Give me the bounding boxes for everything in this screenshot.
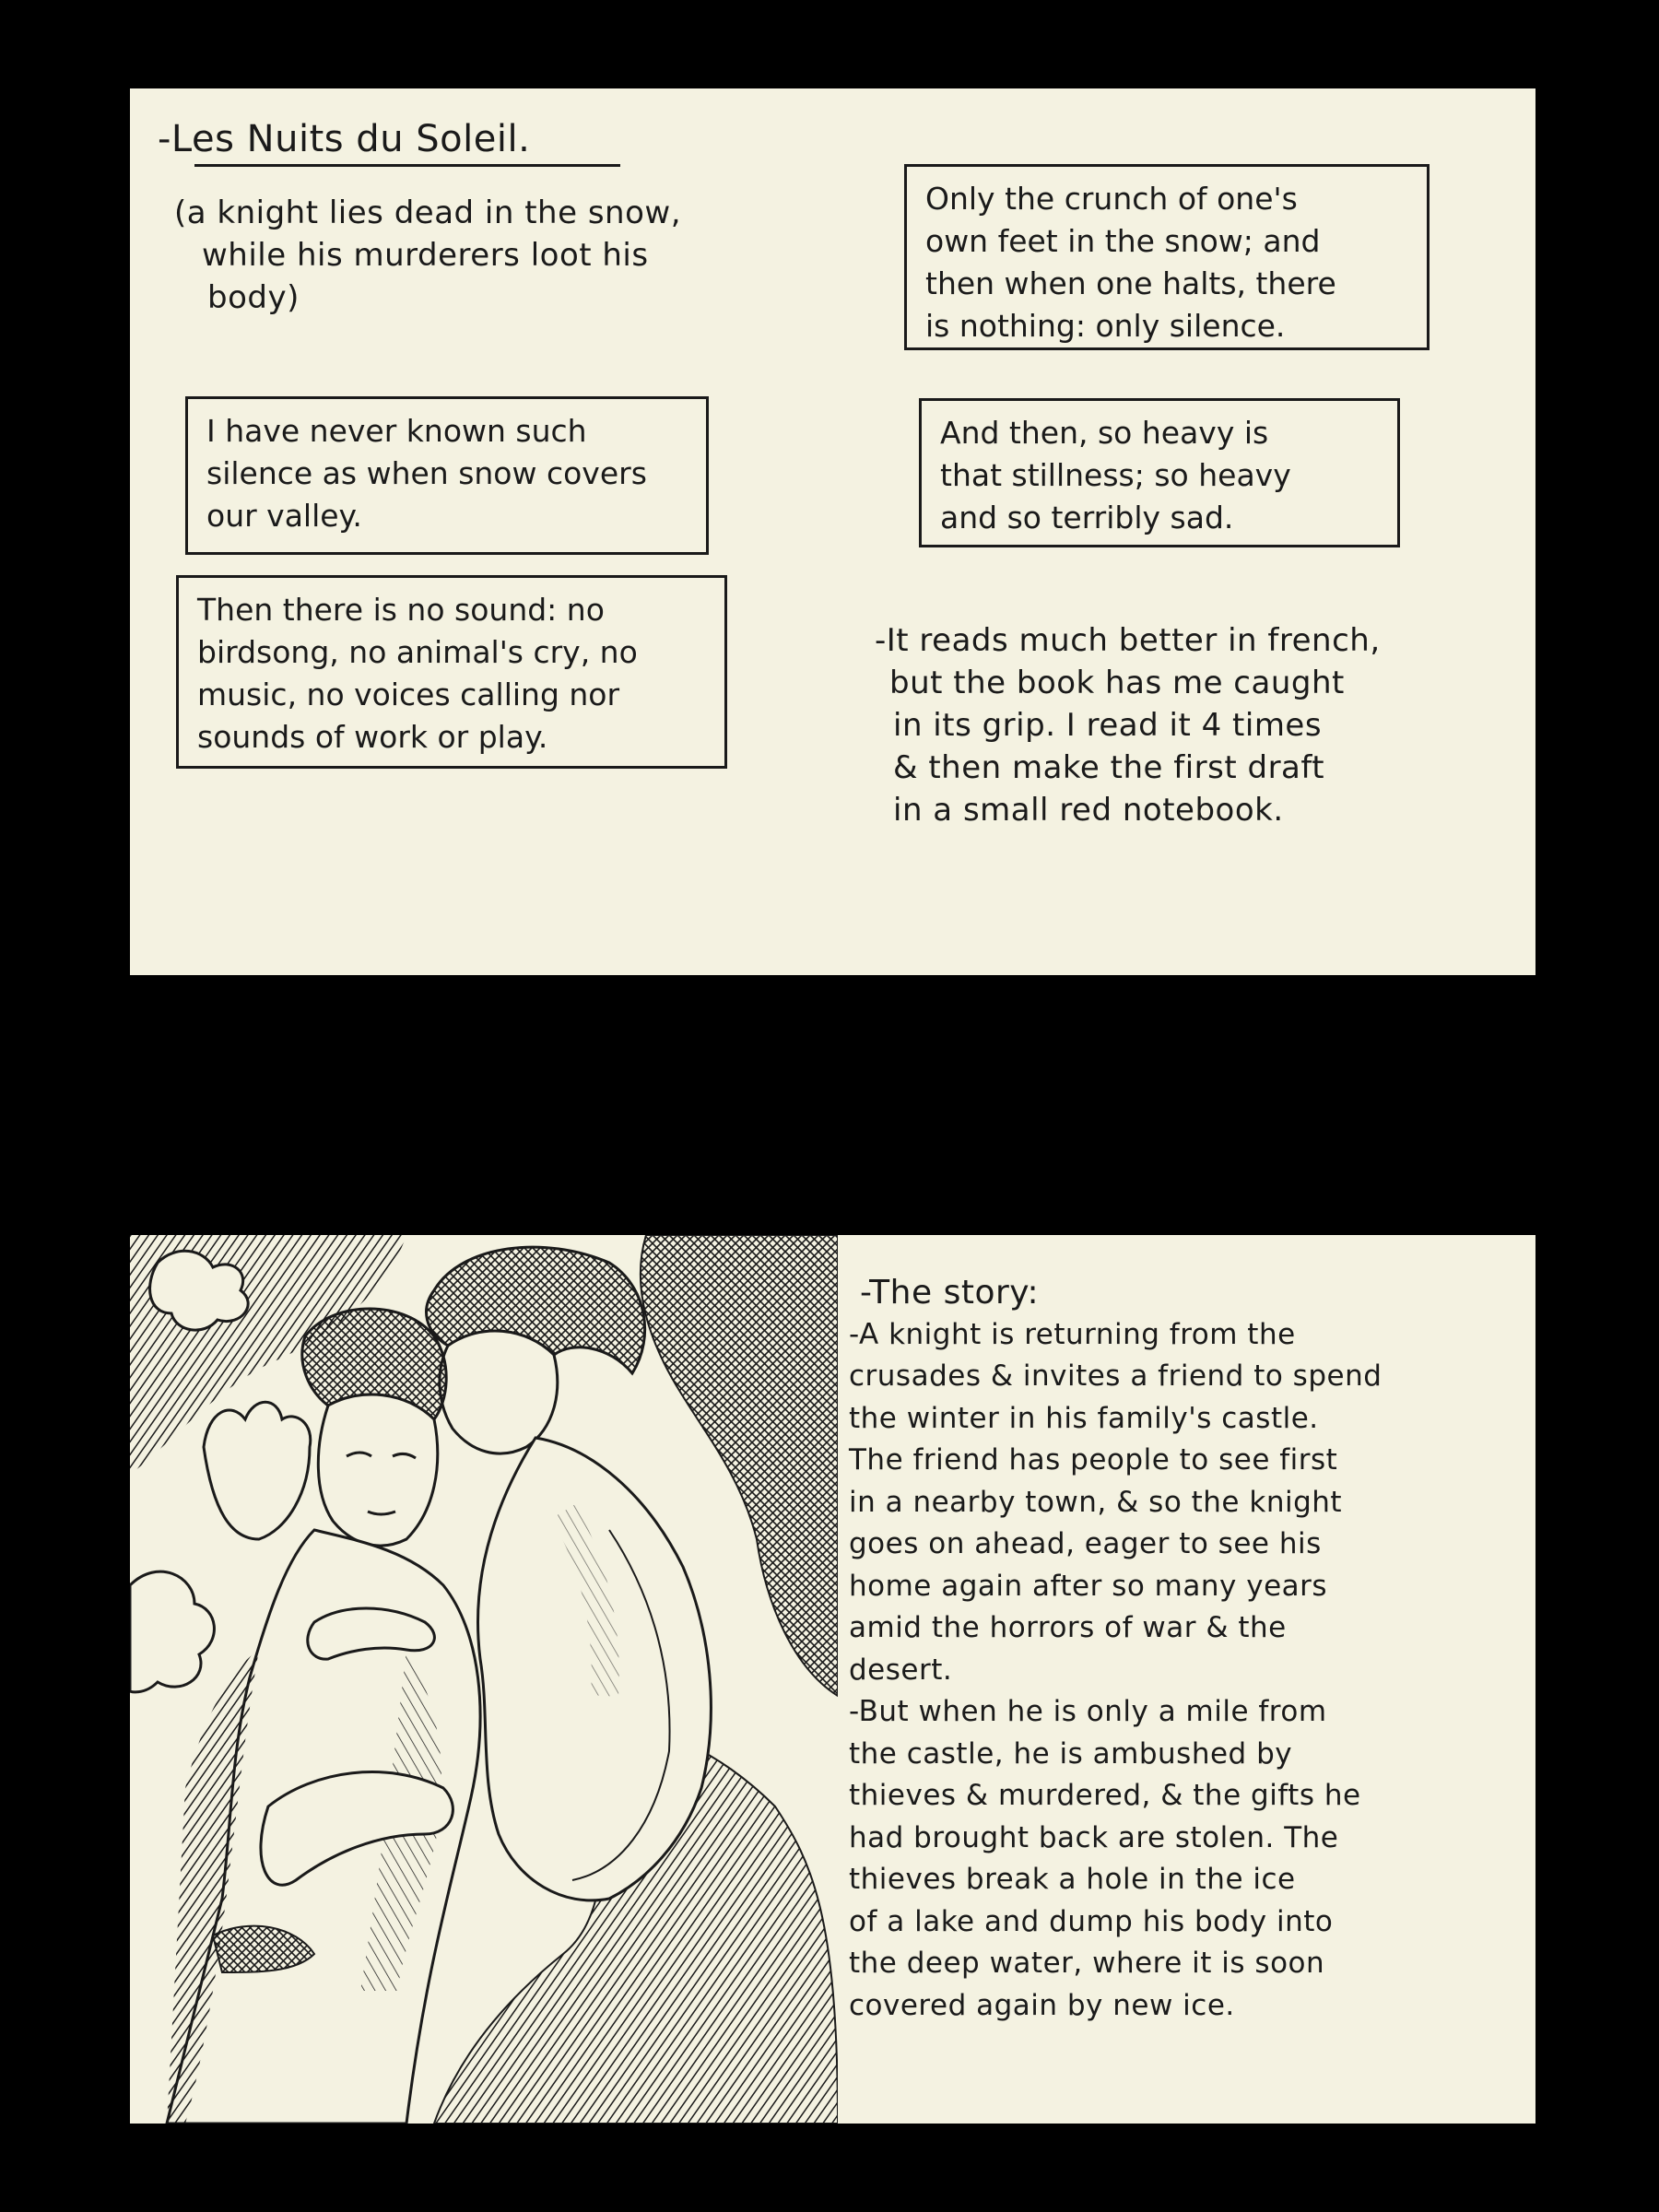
quote-box-3 — [904, 164, 1430, 350]
story-line: of a lake and dump his body into — [849, 1904, 1334, 1938]
subtitle-line: while his murderers loot his — [202, 237, 649, 274]
story-text — [849, 1272, 1522, 2027]
story-line: had brought back are stolen. The — [849, 1820, 1339, 1854]
subtitle-line: (a knight lies dead in the snow, — [174, 194, 682, 231]
reading-note — [875, 619, 1381, 831]
quote-line: own feet in the snow; and — [925, 223, 1321, 259]
story-line: thieves break a hole in the ice — [849, 1863, 1296, 1896]
note-line: & then make the first draft — [893, 749, 1325, 786]
quote-line: and so terribly sad. — [940, 500, 1234, 535]
subtitle-line: body) — [207, 279, 300, 316]
story-line: in a nearby town, & so the knight — [849, 1485, 1343, 1519]
quote-line: And then, so heavy is — [940, 415, 1269, 451]
story-line: amid the horrors of war & the — [849, 1611, 1287, 1644]
note-line: -It reads much better in french, — [875, 622, 1381, 659]
note-line: in its grip. I read it 4 times — [893, 707, 1323, 744]
note-line: but the book has me caught — [889, 665, 1345, 701]
title-underline — [194, 164, 620, 167]
story-heading: -The story: — [860, 1274, 1040, 1312]
story-line: crusades & invites a friend to spend — [849, 1359, 1382, 1393]
story-line: -A knight is returning from the — [849, 1317, 1296, 1351]
quote-line: that stillness; so heavy — [940, 457, 1291, 493]
story-line: -But when he is only a mile from — [849, 1695, 1327, 1728]
story-line: goes on ahead, eager to see his — [849, 1527, 1322, 1560]
story-line: covered again by new ice. — [849, 1988, 1235, 2022]
quote-line: our valley. — [206, 498, 362, 534]
story-line: home again after so many years — [849, 1569, 1328, 1603]
quote-line: birdsong, no animal's cry, no — [197, 634, 638, 670]
ink-drawing-embracing-figures-icon — [130, 1235, 838, 2124]
quote-box-1 — [185, 396, 709, 555]
story-line: The friend has people to see first — [849, 1443, 1338, 1477]
story-line: the castle, he is ambushed by — [849, 1736, 1293, 1771]
quote-line: silence as when snow covers — [206, 455, 647, 491]
note-line: in a small red notebook. — [893, 792, 1284, 829]
quote-line: Only the crunch of one's — [925, 181, 1298, 217]
subtitle-note — [174, 192, 681, 319]
story-line: desert. — [849, 1653, 953, 1687]
quote-box-4 — [919, 398, 1400, 547]
quote-line: then when one halts, there — [925, 265, 1336, 301]
page-title: -Les Nuits du Soleil. — [158, 116, 530, 162]
illustration-svg — [130, 1235, 838, 2124]
notebook-page-top — [130, 88, 1535, 975]
quote-box-2 — [176, 575, 727, 769]
story-line: the deep water, where it is soon — [849, 1947, 1325, 1980]
story-line: the winter in his family's castle. — [849, 1401, 1319, 1435]
story-line: thieves & murdered, & the gifts he — [849, 1779, 1361, 1812]
quote-line: sounds of work or play. — [197, 719, 548, 755]
quote-line: music, no voices calling nor — [197, 677, 620, 712]
notebook-page-bottom — [130, 1235, 1535, 2124]
quote-line: Then there is no sound: no — [197, 592, 605, 628]
quote-line: is nothing: only silence. — [925, 308, 1286, 344]
quote-line: I have never known such — [206, 413, 587, 449]
